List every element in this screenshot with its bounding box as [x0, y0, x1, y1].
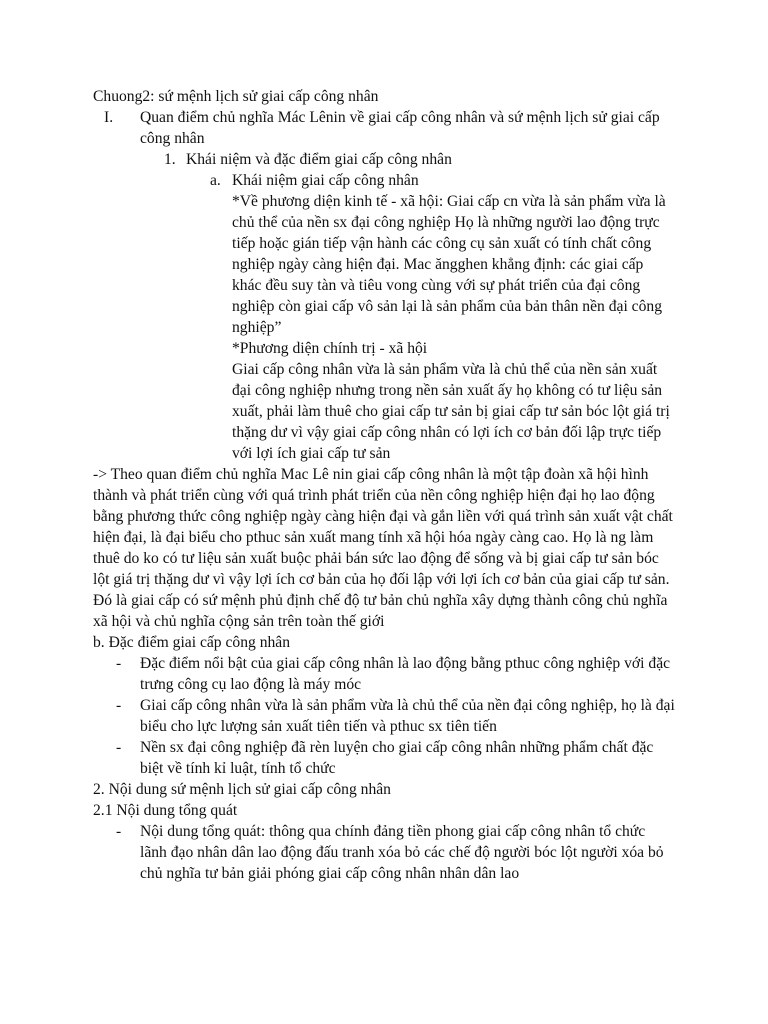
list-item [116, 821, 675, 884]
paragraph-conclusion: -> Theo quan điểm chủ nghĩa Mac Lê nin giai cấp công nhân là một tập đoàn xã hội hình thành và phát triển cùng với quá trình phát triển của nền công nghiệp hiện đại họ lao động bằng phương thức công nghiệp ngày càng hiện đại và gắn liền với quá trình sản xuất vật chất hiện đại, là đại biểu cho pthuc sản xuất mang tính xã hội hóa ngày càng cao. Họ là ng làm thuê do ko có tư liệu sản xuất buộc phải bán sức lao động để sống và bị giai cấp tư sản bóc lột giá trị thặng dư vì vậy lợi ích cơ bản của họ đối lập với lợi ích cơ bản của giai cấp tư sản. Đó là giai cấp có sứ mệnh phủ định chế độ tư bản chủ nghĩa xây dựng thành công chủ nghĩa xã hội và chủ nghĩa cộng sản trên toàn thế giới [93, 466, 673, 630]
list-item-text: Đặc điểm nổi bật của giai cấp công nhân là lao động bằng pthuc công nghiệp với đặc trưng công cụ lao động là máy móc [140, 655, 671, 693]
chapter-title: Chuong2: sứ mệnh lịch sử giai cấp công nhân [93, 88, 379, 105]
section-1-marker: 1. [164, 151, 176, 168]
list-item [116, 695, 675, 737]
section-a [210, 170, 675, 191]
section-I [104, 107, 675, 149]
heading-2-1: 2.1 Nội dung tổng quát [93, 802, 238, 819]
heading-b: b. Đặc điểm giai cấp công nhân [93, 634, 291, 651]
list-item-text: Nội dung tổng quát: thông qua chính đảng tiền phong giai cấp công nhân tổ chức lãnh đạo nhân dân lao động đấu tranh xóa bỏ các chế độ người bóc lột người xóa bỏ chủ nghĩa tư bản giải phóng giai cấp công nhân nhân dân lao [140, 823, 664, 882]
section-1-text: Khái niệm và đặc điểm giai cấp công nhân [186, 151, 452, 168]
section-I-marker: I. [104, 109, 114, 126]
paragraph-economic-aspect: *Về phương diện kinh tế - xã hội: Giai cấp cn vừa là sản phẩm vừa là chủ thể của nền sx đại công nghiệp Họ là những người lao động trực tiếp hoặc gián tiếp vận hành các công cụ sản xuất có tính chất công nghiệp ngày càng hiện đại. Mac ăngghen khẳng định: các giai cấp khác đều suy tàn và tiêu vong cùng với sự phát triển của đại công nghiệp còn giai cấp vô sản lại là sản phẩm của bản thân nền đại công nghiệp” [232, 193, 666, 336]
document-page [0, 86, 768, 884]
list-item [116, 737, 675, 779]
list-item-text: Giai cấp công nhân vừa là sản phẩm vừa là chủ thể của nền đại công nghiệp, họ là đại biểu cho lực lượng sản xuất tiên tiến và pthuc sx tiên tiến [140, 697, 675, 735]
list-item-text: Nền sx đại công nghiệp đã rèn luyện cho giai cấp công nhân những phẩm chất đặc biệt về tính kỉ luật, tính tổ chức [140, 739, 654, 777]
dash-marker: - [116, 823, 122, 840]
paragraph-political-aspect: Giai cấp công nhân vừa là sản phẩm vừa là chủ thể của nền sản xuất đại công nghiệp nhưng trong nền sản xuất ấy họ không có tư liệu sản xuất, phải làm thuê cho giai cấp tư sản bị giai cấp tư sản bóc lột giá trị thặng dư vì vậy giai cấp công nhân có lợi ích cơ bản đối lập trực tiếp với lợi ích giai cấp tư sản [232, 361, 670, 462]
heading-2: 2. Nội dung sứ mệnh lịch sử giai cấp công nhân [93, 781, 391, 798]
section-I-text: Quan điểm chủ nghĩa Mác Lênin về giai cấp công nhân và sứ mệnh lịch sử giai cấp công nhân [140, 109, 660, 147]
dash-marker: - [116, 697, 122, 714]
section-a-text: Khái niệm giai cấp công nhân [232, 172, 419, 189]
list-item [116, 653, 675, 695]
section-a-marker: a. [210, 172, 221, 189]
section-1 [164, 149, 675, 170]
heading-political-aspect: *Phương diện chính trị - xã hội [232, 340, 428, 357]
dash-marker: - [116, 739, 122, 756]
dash-marker: - [116, 655, 122, 672]
